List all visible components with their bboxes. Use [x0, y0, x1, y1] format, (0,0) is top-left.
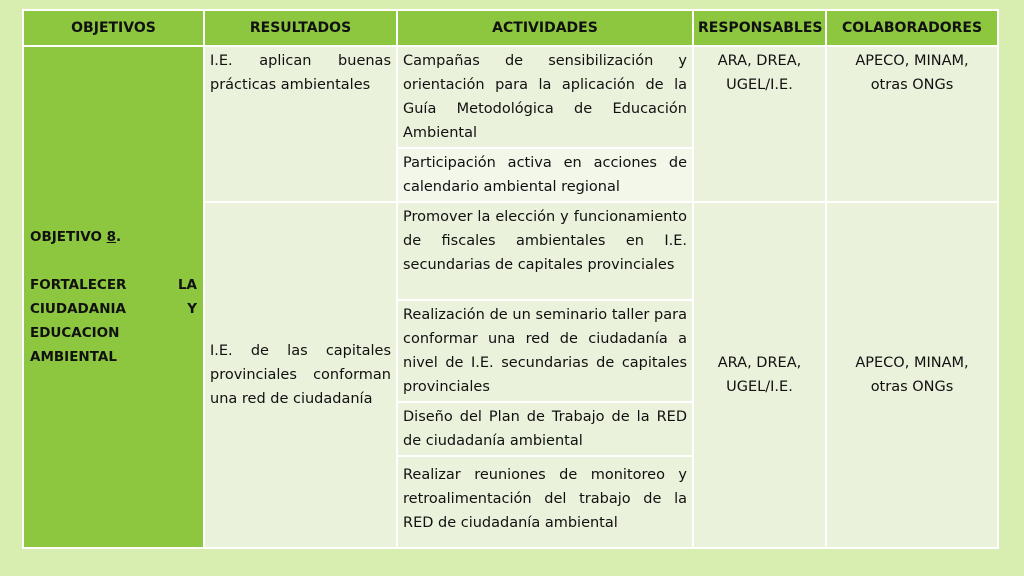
objective-line-4: AMBIENTAL: [30, 349, 117, 365]
objective-word: LA: [177, 277, 197, 293]
objective-suffix: .: [116, 229, 122, 245]
objective-title: [30, 225, 197, 249]
result-cell: I.E. aplican buenas prácticas ambientales: [205, 47, 396, 201]
colaboradores-cell: [827, 47, 997, 201]
objective-word: CIUDADANIA: [30, 301, 126, 317]
responsables-line: UGEL/I.E.: [726, 77, 793, 93]
activity-cell: Realización de un seminario taller para conformar una red de ciudadanía a nivel de I.E. secundarias de capitales provinciales: [398, 301, 692, 401]
objective-word: FORTALECER: [30, 277, 127, 293]
activity-cell: Promover la elección y funcionamiento de fiscales ambientales en I.E. secundarias de capitales provinciales: [398, 203, 692, 299]
activity-cell: Realizar reuniones de monitoreo y retroalimentación del trabajo de la RED de ciudadanía ambiental: [398, 457, 692, 547]
colaboradores-line: APECO, MINAM,: [855, 53, 969, 69]
responsables-cell: [694, 203, 825, 547]
objectives-table-container: [22, 9, 997, 549]
result-cell: I.E. de las capitales provinciales conforman una red de ciudadanía: [205, 203, 396, 547]
header-row: [24, 11, 997, 45]
header-responsables: RESPONSABLES: [694, 11, 825, 45]
objective-line-2: [30, 297, 197, 321]
table-row: [24, 47, 997, 147]
header-resultados: RESULTADOS: [205, 11, 396, 45]
activity-cell: Campañas de sensibilización y orientación para la aplicación de la Guía Metodológica de Educación Ambiental: [398, 47, 692, 147]
objective-cell: [24, 47, 203, 547]
responsables-line: UGEL/I.E.: [726, 379, 793, 395]
responsables-cell: [694, 47, 825, 201]
colaboradores-line: APECO, MINAM,: [855, 355, 969, 371]
objective-word: Y: [187, 301, 197, 317]
objective-line-3: EDUCACION: [30, 325, 120, 341]
colaboradores-cell: [827, 203, 997, 547]
header-colaboradores: COLABORADORES: [827, 11, 997, 45]
activity-cell: Participación activa en acciones de calendario ambiental regional: [398, 149, 692, 201]
header-objetivos: OBJETIVOS: [24, 11, 203, 45]
objective-label: OBJETIVO: [30, 229, 102, 245]
colaboradores-line: otras ONGs: [870, 379, 954, 395]
colaboradores-line: otras ONGs: [870, 77, 954, 93]
header-actividades: ACTIVIDADES: [398, 11, 692, 45]
responsables-line: ARA, DREA,: [717, 53, 802, 69]
objectives-table: [22, 9, 999, 549]
objective-line-1: [30, 273, 197, 297]
activity-cell: Diseño del Plan de Trabajo de la RED de ciudadanía ambiental: [398, 403, 692, 455]
objective-number: 8: [106, 229, 117, 245]
responsables-line: ARA, DREA,: [717, 355, 802, 371]
